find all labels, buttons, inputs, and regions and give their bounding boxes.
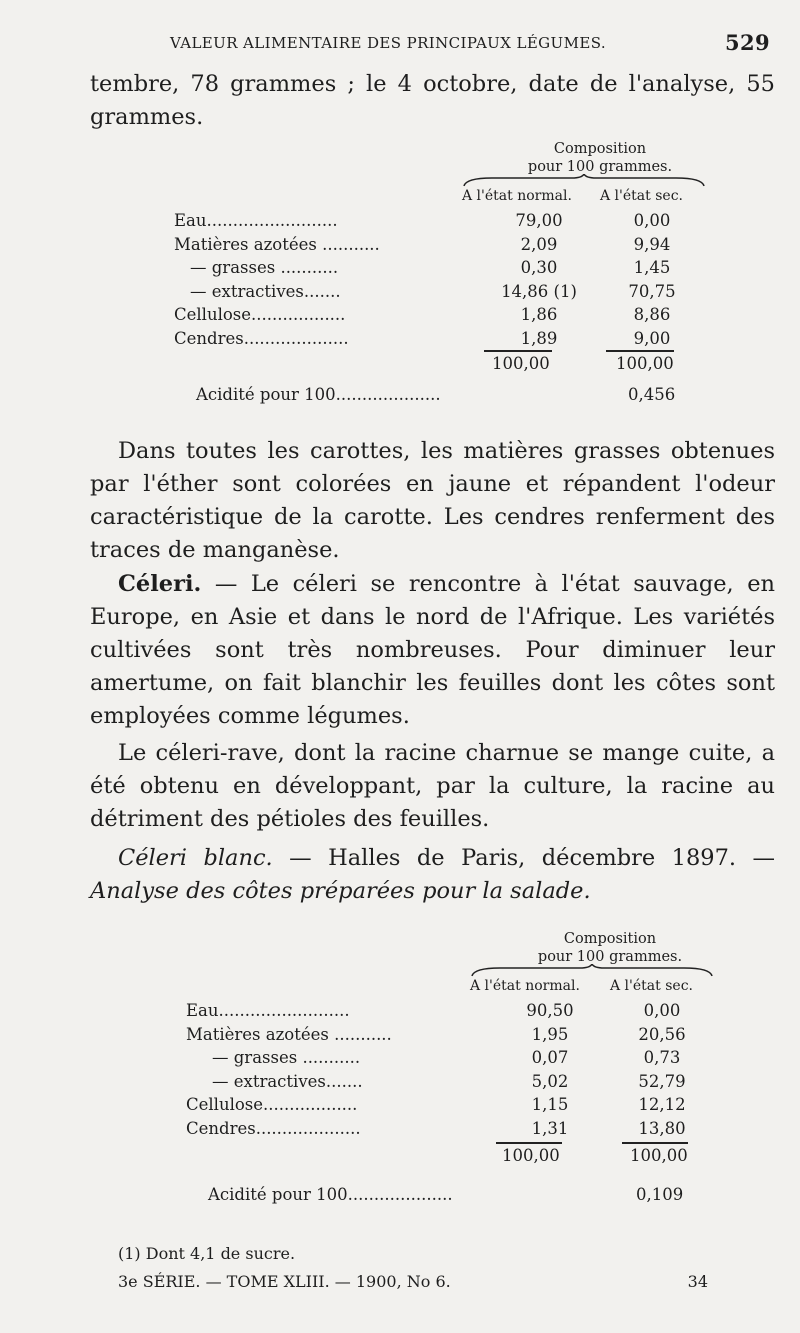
value-normal: 2,09: [520, 234, 558, 254]
row-label: Eau.........................: [174, 211, 338, 231]
footer-signature: 34: [687, 1272, 708, 1291]
table1-composition-subtitle: pour 100 grammes.: [527, 159, 673, 175]
table2: [186, 999, 710, 1140]
table1-acidity-row: [196, 385, 676, 409]
table2-sum-rule-sec: [622, 1142, 688, 1144]
table1-composition-header: [500, 140, 700, 176]
table1-total-sec: 100,00: [616, 354, 674, 373]
row-label: Eau.........................: [186, 1001, 350, 1021]
value-normal: 1,95: [531, 1024, 569, 1044]
table2-brace: [470, 964, 714, 978]
table1-sum-rule-normal: [484, 350, 552, 352]
value-normal: 1,31: [531, 1118, 569, 1138]
table2-total-sec: 100,00: [630, 1146, 688, 1165]
page-footer: [118, 1272, 708, 1291]
table-row: [174, 256, 700, 280]
table2-composition-header: [510, 930, 710, 966]
row-label: — grasses ...........: [212, 1048, 361, 1068]
table1-col-normal: A l'état normal.: [462, 188, 572, 204]
table1-composition-title: Composition: [553, 141, 647, 157]
value-sec: 0,00: [633, 211, 671, 231]
table-row: [186, 1093, 710, 1117]
table1-sum-rule-sec: [606, 350, 674, 352]
celeri-text: — Le céleri se rencontre à l'état sauvage, en Europe, en Asie et dans le nord de l'Afrique. Les variétés cultivées sont très nombreuses. Pour diminuer leur amertume, on fait blanchir les feuilles dont les côtes sont employées comme légumes.: [90, 571, 775, 729]
celeri-blanc-source: — Halles de Paris, décembre 1897. —: [272, 845, 776, 871]
paragraph-celeri: [90, 568, 775, 733]
footer-series: 3e SÉRIE. — TOME XLIII. — 1900, No 6.: [118, 1272, 451, 1291]
row-label: — extractives.......: [190, 281, 341, 301]
value-sec: 12,12: [638, 1095, 686, 1115]
running-head: [170, 30, 770, 55]
value-sec: 20,56: [638, 1024, 686, 1044]
value-normal: 0,07: [531, 1048, 569, 1068]
row-label: Cendres....................: [174, 328, 349, 348]
table1-acidity-label: Acidité pour 100....................: [196, 385, 441, 404]
paragraph-celeri-rave: Le céleri-rave, dont la racine charnue se mange cuite, a été obtenu en développant, par la culture, la racine au détriment des pétioles des feuilles.: [90, 740, 775, 832]
running-head-title: VALEUR ALIMENTAIRE DES PRINCIPAUX LÉGUMES.: [170, 34, 607, 52]
table1-total-normal: 100,00: [492, 354, 550, 373]
table1-col-sec: A l'état sec.: [600, 188, 683, 204]
table-row: [174, 209, 700, 233]
value-normal: 1,86: [520, 305, 558, 325]
row-label: Cellulose..................: [186, 1095, 358, 1115]
celeri-blanc-title: Céleri blanc.: [118, 845, 273, 871]
value-normal: 1,89: [520, 328, 558, 348]
table-row: [186, 1023, 710, 1047]
table2-col-normal: A l'état normal.: [470, 978, 580, 994]
paragraph-carottes: Dans toutes les carottes, les matières grasses obtenues par l'éther sont colorées en jaune et répandent l'odeur caractéristique de la carotte. Les cendres renferment des traces de manganèse.: [90, 438, 775, 563]
table-row: [186, 1117, 710, 1141]
table1-acidity-value: 0,456: [628, 385, 676, 404]
table1-brace: [462, 174, 706, 188]
table-row: [186, 999, 710, 1023]
table2-composition-title: Composition: [563, 931, 657, 947]
row-label: Cendres....................: [186, 1118, 361, 1138]
table2-acidity-row: [208, 1185, 688, 1209]
value-normal: 1,15: [531, 1095, 569, 1115]
value-sec: 8,86: [633, 305, 671, 325]
celeri-blanc-analysis: Analyse des côtes préparées pour la salade.: [90, 878, 591, 904]
value-normal: 79,00: [515, 211, 563, 231]
value-sec: 9,94: [633, 234, 671, 254]
table-row: [186, 1046, 710, 1070]
table-row: [186, 1070, 710, 1094]
table-row: [174, 327, 700, 351]
row-label: Matières azotées ...........: [174, 234, 380, 254]
value-normal: 14,86 (1): [501, 281, 577, 301]
table-row: [174, 233, 700, 257]
footnote: (1) Dont 4,1 de sucre.: [118, 1244, 296, 1263]
value-sec: 0,73: [643, 1048, 681, 1068]
table2-acidity-label: Acidité pour 100....................: [208, 1185, 453, 1204]
table2-composition-subtitle: pour 100 grammes.: [537, 949, 683, 965]
table1-totals-row: [0, 354, 800, 378]
paragraph-celeri-blanc: [90, 842, 775, 908]
row-label: Matières azotées ...........: [186, 1024, 392, 1044]
value-sec: 9,00: [633, 328, 671, 348]
row-label: Cellulose..................: [174, 305, 346, 325]
value-normal: 5,02: [531, 1071, 569, 1091]
row-label: — extractives.......: [212, 1071, 363, 1091]
table2-totals-row: [0, 1146, 800, 1170]
row-label: — grasses ...........: [190, 258, 339, 278]
value-sec: 13,80: [638, 1118, 686, 1138]
value-sec: 1,45: [633, 258, 671, 278]
value-normal: 90,50: [526, 1001, 574, 1021]
table2-total-normal: 100,00: [502, 1146, 560, 1165]
table2-col-sec: A l'état sec.: [610, 978, 693, 994]
page-number: 529: [724, 30, 770, 55]
value-sec: 0,00: [643, 1001, 681, 1021]
table-row: [174, 280, 700, 304]
table2-sum-rule-normal: [496, 1142, 562, 1144]
table-row: [174, 303, 700, 327]
table1: [174, 209, 700, 350]
value-sec: 70,75: [628, 281, 676, 301]
value-sec: 52,79: [638, 1071, 686, 1091]
table2-acidity-value: 0,109: [636, 1185, 684, 1204]
paragraph-continuation: tembre, 78 grammes ; le 4 octobre, date de l'analyse, 55 grammes.: [90, 71, 775, 130]
celeri-heading: Céleri.: [118, 571, 202, 597]
value-normal: 0,30: [520, 258, 558, 278]
